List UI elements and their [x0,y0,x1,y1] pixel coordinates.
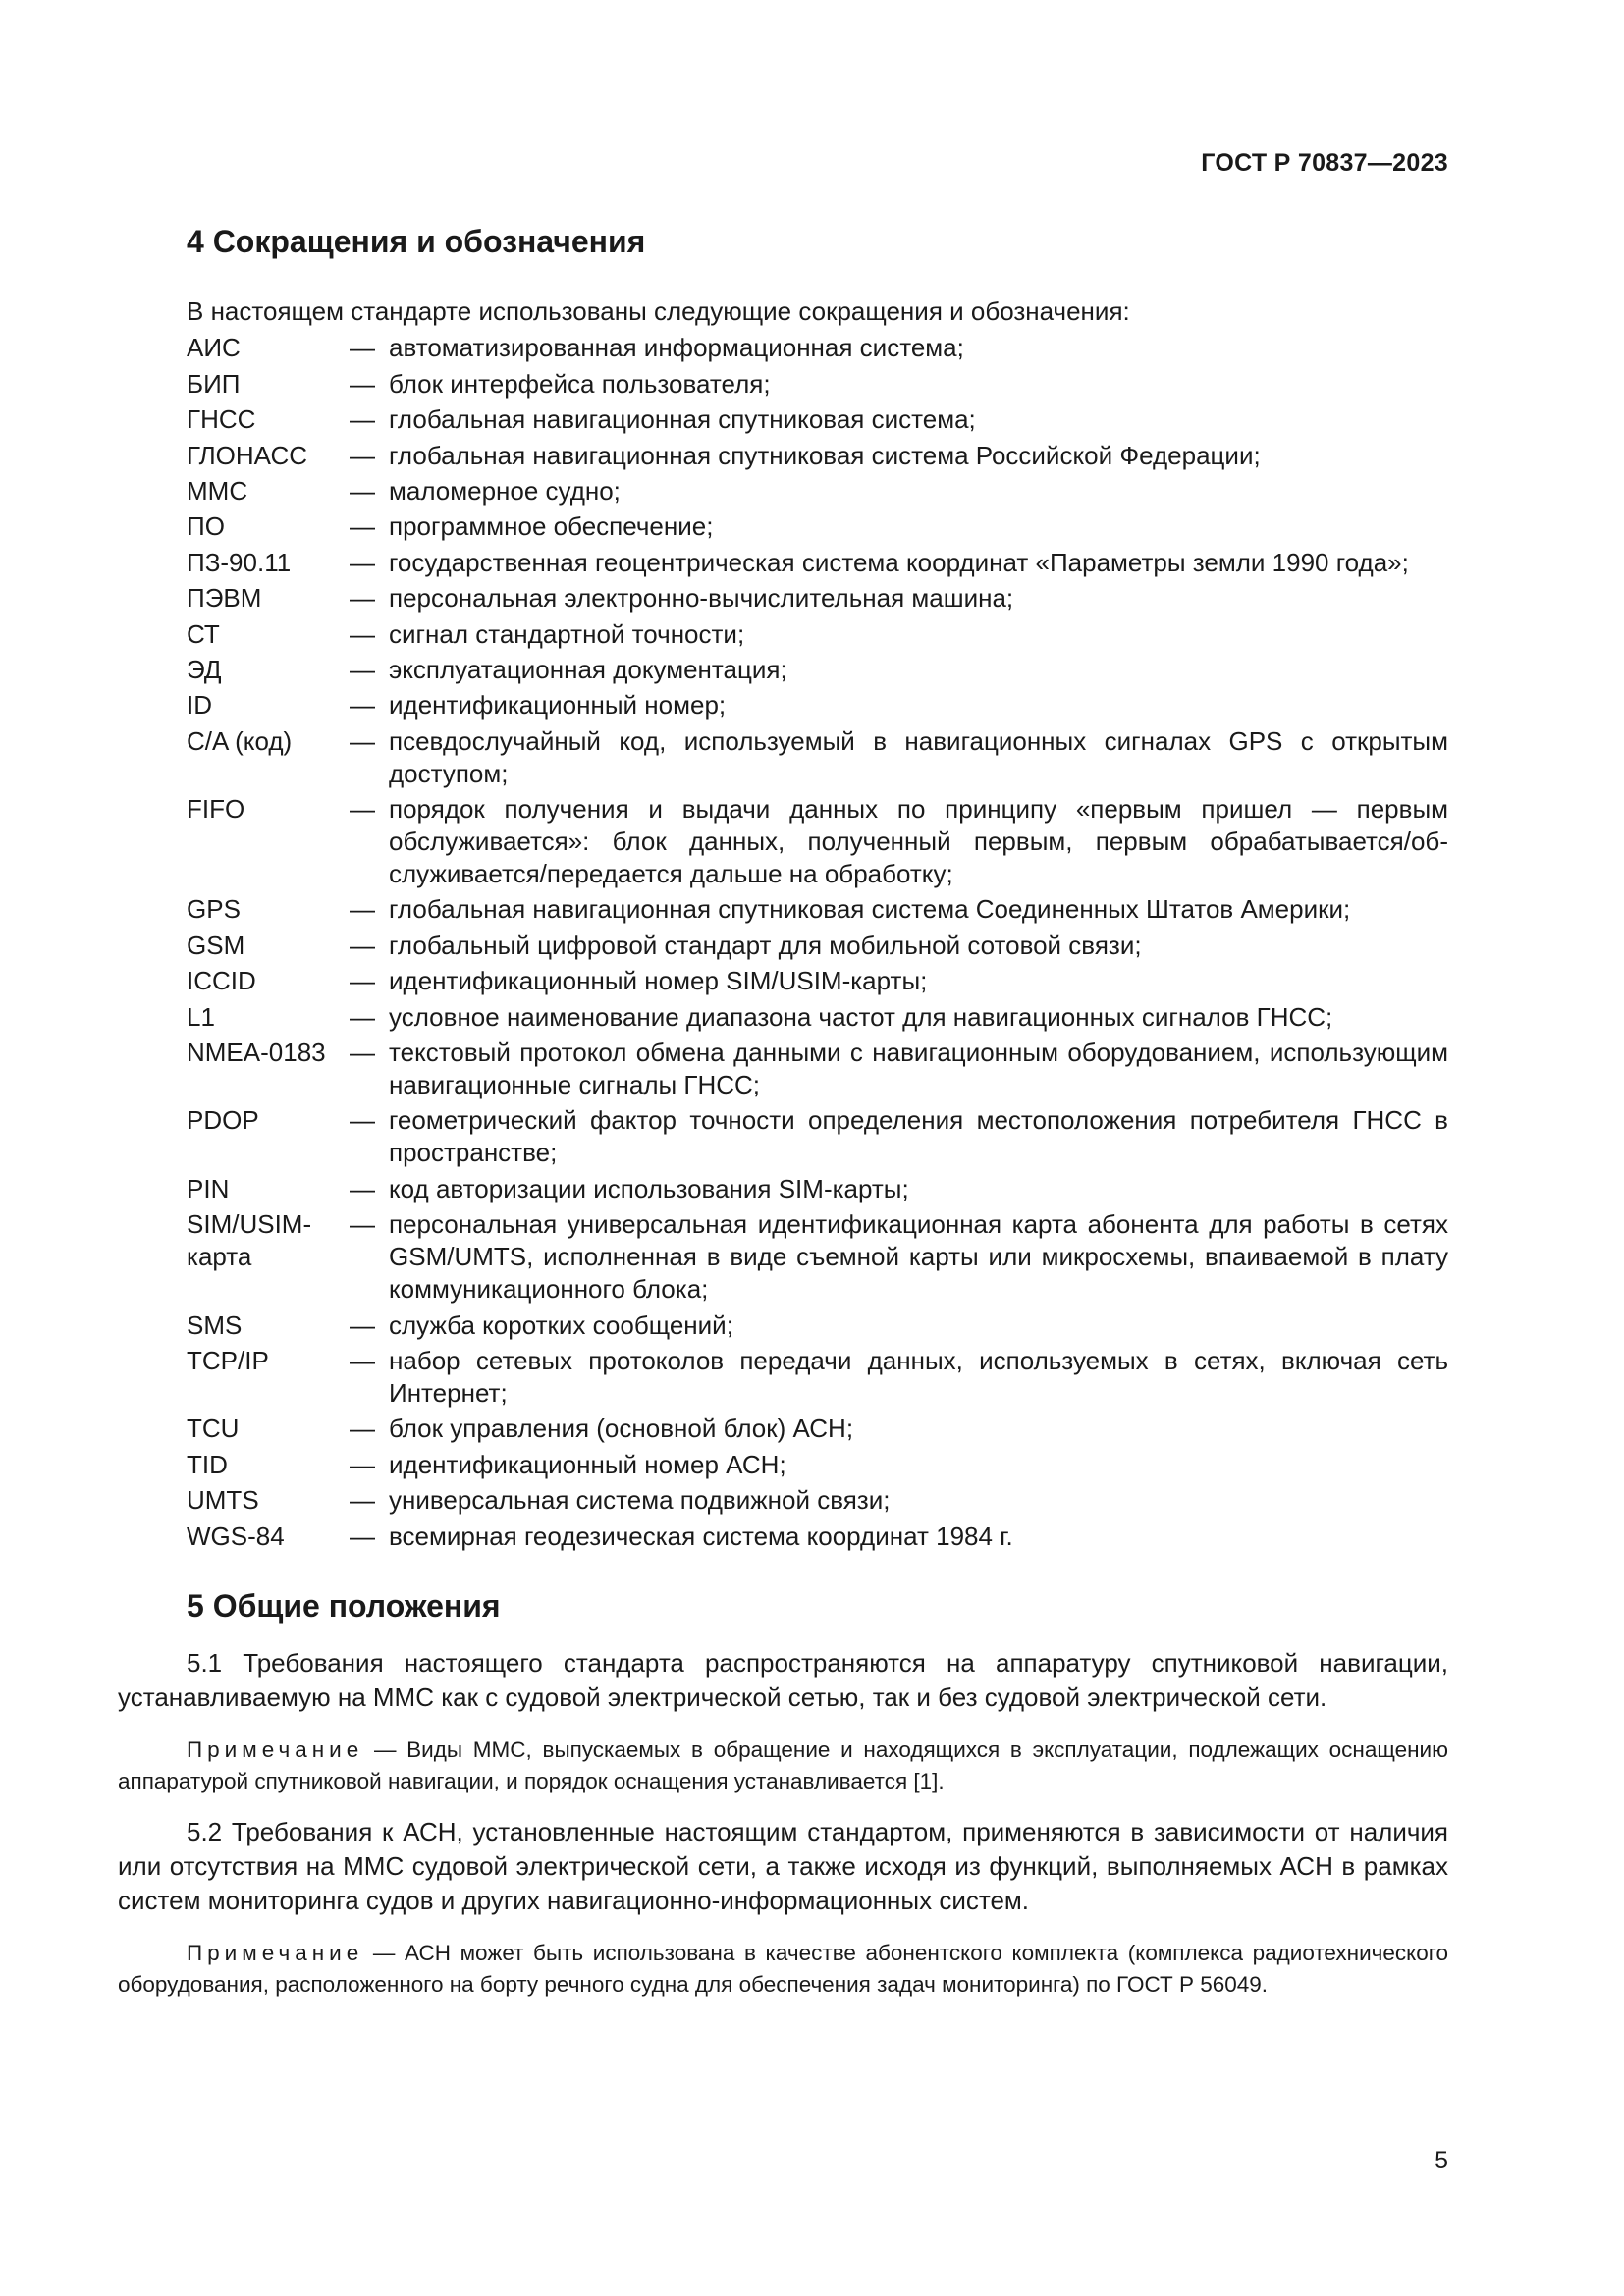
abbreviation-row [187,1484,1448,1517]
abbreviation-dash: — [350,547,375,577]
abbreviation-definition: глобальный цифровой стандарт для мобильной сотовой связи; [389,930,1142,960]
paragraph-5-2: 5.2 Требования к АСН, установленные настоящим стандартом, применяются в зависимости от наличия или отсутствия на ММС судовой электрической сети, а также исходя из функций, выполняемых АСН в рамках систем мониторинга судов и других навигационно-информационных систем. [118,1816,1448,1915]
abbreviation-term: ID [187,690,212,721]
abbreviation-row [187,689,1448,721]
abbreviation-dash: — [350,1345,375,1375]
abbreviation-definition: псевдослучайный код, используемый в навигационных сигналах GPS с открытым доступом; [389,725,1448,788]
abbreviation-dash: — [350,404,375,435]
abbreviation-row [187,547,1448,579]
abbreviation-dash: — [350,440,375,470]
abbreviation-row [187,965,1448,997]
abbreviation-definition: глобальная навигационная спутниковая система Соединенных Штатов Америки; [389,894,1351,925]
section-5-title: 5 Общие положения [187,1587,501,1624]
abbreviation-term: SMS [187,1309,243,1340]
abbreviation-dash: — [350,511,375,542]
abbreviation-definition: государственная геоцентрическая система координат «Параметры земли 1990 года»; [389,547,1409,577]
abbreviation-dash: — [350,794,375,825]
abbreviation-row [187,475,1448,507]
abbreviation-row [187,1208,1448,1306]
abbreviation-dash: — [350,690,375,721]
page-number: 5 [1435,2147,1448,2174]
abbreviation-definition: идентификационный номер АСН; [389,1449,786,1479]
abbreviation-dash: — [350,1414,375,1444]
abbreviation-definition: сигнал стандартной точности; [389,618,745,649]
abbreviation-list [187,332,1448,1552]
abbreviation-definition: условное наименование диапазона частот для навигационных сигналов ГНСС; [389,1001,1333,1032]
abbreviation-row [187,1345,1448,1410]
abbreviation-term: СТ [187,618,220,649]
abbreviation-dash: — [350,1105,375,1136]
abbreviation-term: TCU [187,1414,240,1444]
note-1-text: — Виды ММС, выпускаемых в обращение и находящихся в эксплуатации, подлежащих оснащению аппаратурой спутниковой навигации, и порядок оснащения устанавливается [1]. [118,1736,1448,1793]
abbreviation-definition: код авторизации использования SIM-карты; [389,1173,909,1203]
abbreviation-dash: — [350,368,375,399]
abbreviation-definition: глобальная навигационная спутниковая система Российской Федерации; [389,440,1261,470]
abbreviation-row [187,618,1448,651]
abbreviation-term: ПО [187,511,225,542]
abbreviation-term: ГЛОНАСС [187,440,308,470]
abbreviation-dash: — [350,894,375,925]
abbreviation-definition: персональная универсальная идентификационная карта абонента для работы в сетях GSM/UMTS, исполненная в виде съемной карты или микросхемы, впаиваемой в плату коммуникационного блока; [389,1209,1448,1305]
abbreviation-definition: геометрический фактор точности определения местоположения потребителя ГНСС в пространстве; [389,1105,1448,1168]
abbreviation-row [187,1001,1448,1034]
abbreviation-dash: — [350,930,375,960]
abbreviation-dash: — [350,618,375,649]
abbreviation-dash: — [350,1209,375,1240]
abbreviation-dash: — [350,966,375,996]
abbreviation-dash: — [350,475,375,506]
abbreviation-dash: — [350,583,375,614]
abbreviation-definition: порядок получения и выдачи данных по принципу «первым пришел — первым обслуживается»: блок данных, полученный первым, первым обрабатывается/обслуживается/передается дальше на обработку; [389,794,1448,889]
document-id-header: ГОСТ Р 70837—2023 [1201,149,1448,177]
abbreviation-dash: — [350,1001,375,1032]
abbreviation-definition: набор сетевых протоколов передачи данных, используемых в сетях, включая сеть Интернет; [389,1345,1448,1408]
abbreviation-definition: всемирная геодезическая система координат 1984 г. [389,1521,1013,1551]
abbreviation-dash: — [350,1173,375,1203]
note-label: Примечание [187,1940,364,1965]
abbreviation-definition: программное обеспечение; [389,511,714,542]
abbreviation-row [187,893,1448,926]
abbreviation-term: БИП [187,368,241,399]
abbreviation-term: GSM [187,930,245,960]
abbreviation-definition: идентификационный номер; [389,690,727,721]
abbreviation-definition: эксплуатационная документация; [389,654,787,684]
abbreviation-dash: — [350,654,375,684]
abbreviation-definition: текстовый протокол обмена данными с навигационным оборудованием, использующим навигационные сигналы ГНСС; [389,1038,1448,1100]
abbreviation-definition: персональная электронно-вычислительная машина; [389,583,1014,614]
abbreviation-term: TCP/IP [187,1345,269,1375]
abbreviation-term: АИС [187,333,241,363]
paragraph-5-1: 5.1 Требования настоящего стандарта распространяются на аппаратуру спутниковой навигации, устанавливаемую на ММС как с судовой электрической сетью, так и без судовой электрической сети. [118,1647,1448,1712]
note-2 [118,1938,1448,2001]
abbreviation-definition: блок интерфейса пользователя; [389,368,771,399]
abbreviation-dash: — [350,1449,375,1479]
note-label: Примечание [187,1736,364,1762]
abbreviation-definition: маломерное судно; [389,475,621,506]
abbreviation-row [187,930,1448,962]
abbreviation-dash: — [350,725,375,756]
abbreviation-term: PIN [187,1173,230,1203]
abbreviation-definition: универсальная система подвижной связи; [389,1485,891,1516]
abbreviation-term: FIFO [187,794,245,825]
abbreviation-definition: служба коротких сообщений; [389,1309,733,1340]
abbreviation-term: ЭД [187,654,222,684]
abbreviation-row [187,403,1448,436]
abbreviation-row [187,725,1448,790]
abbreviation-term: ПЗ-90.11 [187,547,292,577]
note-1 [118,1735,1448,1797]
abbreviation-row [187,1173,1448,1205]
abbreviation-term: PDOP [187,1105,259,1136]
section-4-intro: В настоящем стандарте использованы следующие сокращения и обозначения: [187,296,1130,326]
abbreviation-term: ГНСС [187,404,256,435]
abbreviation-definition: автоматизированная информационная система; [389,333,964,363]
abbreviation-row [187,1104,1448,1169]
abbreviation-row [187,654,1448,686]
abbreviation-row [187,368,1448,400]
note-2-text: — АСН может быть использована в качестве абонентского комплекта (комплекса радиотехнического оборудования, расположенного на борту речного судна для обеспечения задач мониторинга) по ГОСТ Р 56049. [118,1940,1448,1997]
abbreviation-definition: идентификационный номер SIM/USIM-карты; [389,966,928,996]
abbreviation-dash: — [350,1309,375,1340]
abbreviation-row [187,1309,1448,1342]
abbreviation-definition: глобальная навигационная спутниковая система; [389,404,976,435]
abbreviation-term: ПЭВМ [187,583,262,614]
abbreviation-dash: — [350,333,375,363]
abbreviation-term: SIM/USIM- карта [187,1209,312,1272]
abbreviation-row [187,582,1448,614]
abbreviation-term: GPS [187,894,241,925]
section-4-title: 4 Сокращения и обозначения [187,224,646,259]
abbreviation-term: ICCID [187,966,256,996]
abbreviation-row [187,332,1448,364]
abbreviation-row [187,1521,1448,1553]
abbreviation-row [187,510,1448,543]
abbreviation-dash: — [350,1521,375,1551]
abbreviation-term: ММС [187,475,248,506]
abbreviation-term: WGS-84 [187,1521,285,1551]
abbreviation-dash: — [350,1038,375,1068]
abbreviation-row [187,1413,1448,1445]
abbreviation-term: UMTS [187,1485,259,1516]
abbreviation-row [187,1037,1448,1101]
abbreviation-row [187,440,1448,472]
abbreviation-definition: блок управления (основной блок) АСН; [389,1414,854,1444]
abbreviation-term: NMEA-0183 [187,1038,326,1068]
abbreviation-row [187,1449,1448,1481]
abbreviation-term: C/A (код) [187,725,293,756]
abbreviation-term: L1 [187,1001,215,1032]
abbreviation-dash: — [350,1485,375,1516]
page-content [118,224,1448,2001]
abbreviation-term: TID [187,1449,228,1479]
abbreviation-row [187,793,1448,890]
